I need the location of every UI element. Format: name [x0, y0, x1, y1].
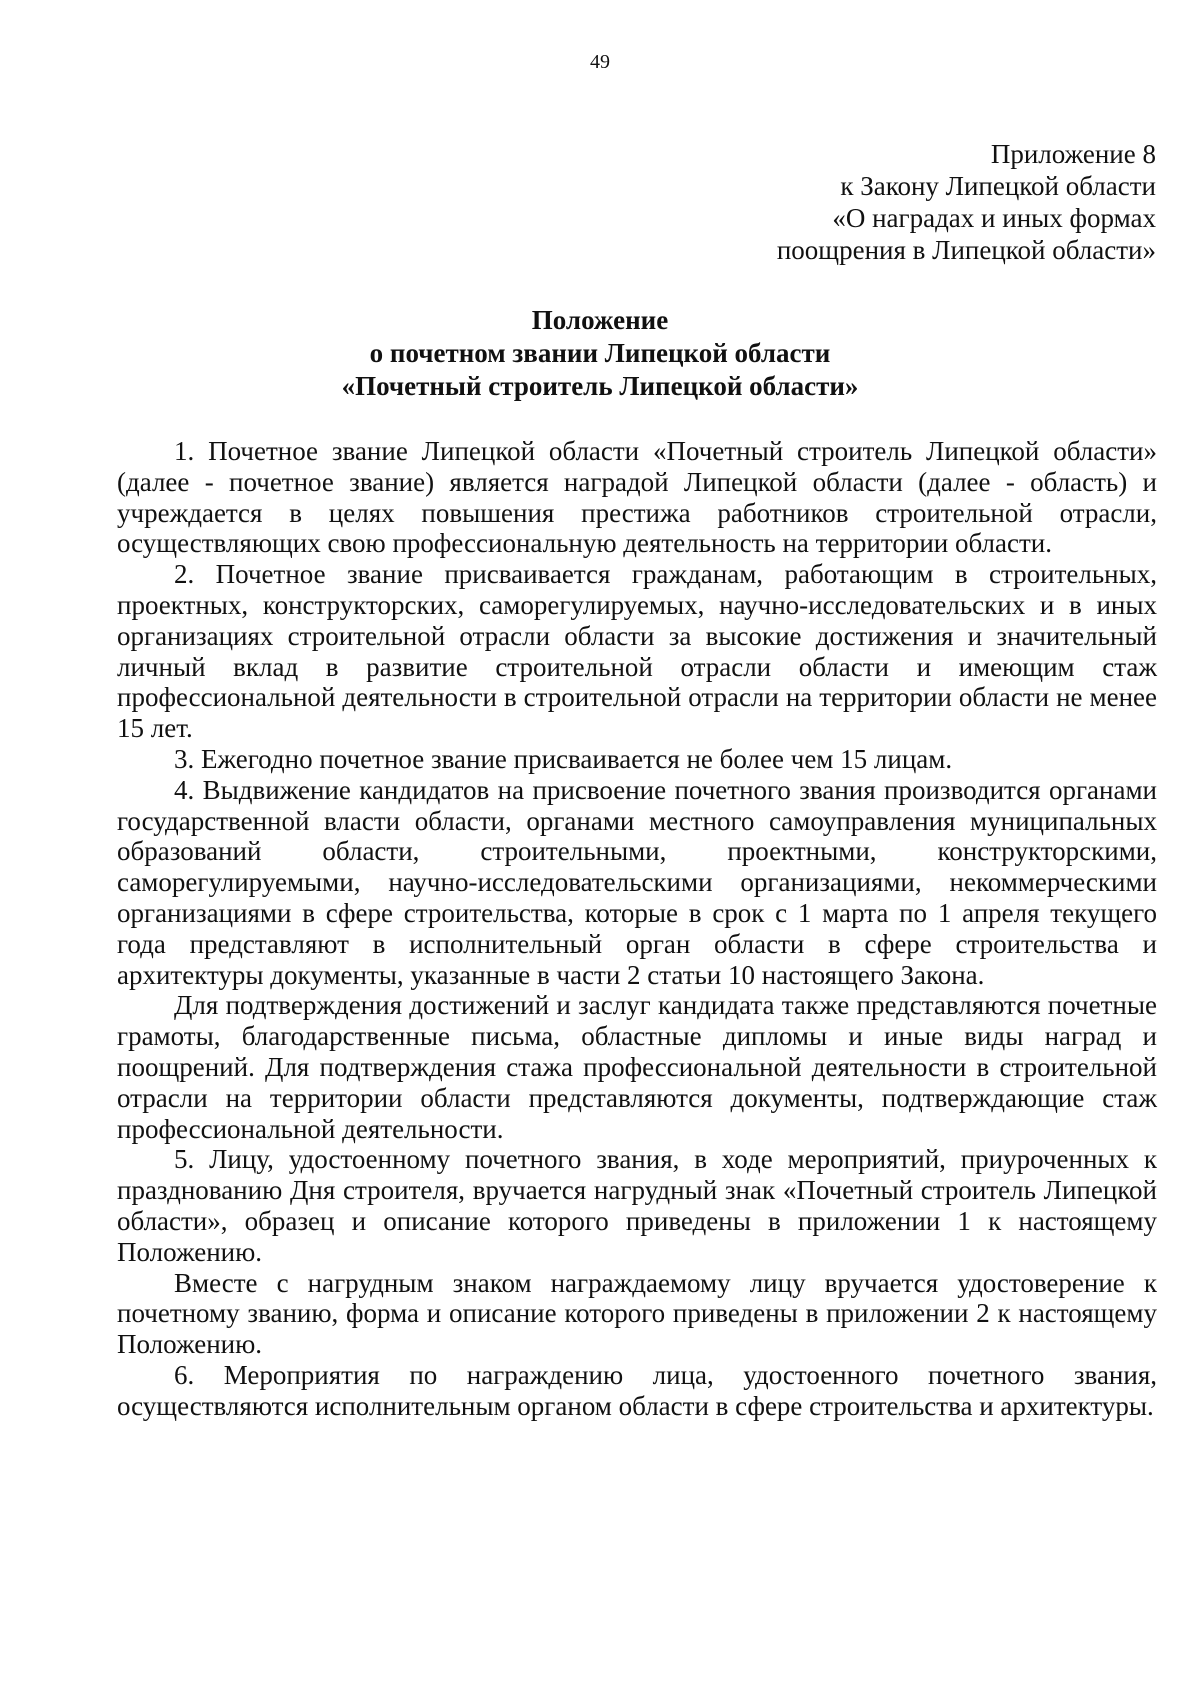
appendix-line: к Закону Липецкой области: [840, 171, 1156, 201]
paragraph-4-continuation: Для подтверждения достижений и заслуг кандидата также представляются почетные грамоты, благодарственные письма, областные дипломы и иные виды наград и поощрений. Для подтверждения стажа профессиональной деятельности в строительной отрасли на территории области представляются документы, подтверждающие стаж профессиональной деятельности.: [117, 990, 1157, 1144]
document-body: [117, 436, 1157, 1422]
title-line: о почетном звании Липецкой области: [369, 338, 831, 368]
page-number: 49: [590, 51, 610, 73]
paragraph-3: 3. Ежегодно почетное звание присваивается не более чем 15 лицам.: [174, 743, 953, 774]
title-line: Положение: [531, 305, 669, 335]
paragraph-1: 1. Почетное звание Липецкой области «Почетный строитель Липецкой области» (далее - почетное звание) является наградой Липецкой области (далее - область) и учреждается в целях повышения престижа работников строительной отрасли, осуществляющих свою профессиональную деятельность на территории области.: [117, 436, 1157, 559]
title-line: «Почетный строитель Липецкой области»: [341, 371, 859, 401]
appendix-line: «О наградах и иных формах: [832, 203, 1156, 233]
paragraph-6: 6. Мероприятия по награждению лица, удостоенного почетного звания, осуществляются исполнительным органом области в сфере строительства и архитектуры.: [117, 1359, 1157, 1421]
paragraph-5: 5. Лицу, удостоенному почетного звания, в ходе мероприятий, приуроченных к празднованию Дня строителя, вручается нагрудный знак «Почетный строитель Липецкой области», образец и описание которого приведены в приложении 1 к настоящему Положению.: [117, 1144, 1157, 1267]
paragraph-2: 2. Почетное звание присваивается гражданам, работающим в строительных, проектных, конструкторских, саморегулируемых, научно-исследовательских и в иных организациях строительной отрасли области за высокие достижения и значительный личный вклад в развитие строительной отрасли области и имеющим стаж профессиональной деятельности в строительной отрасли на территории области не менее 15 лет.: [117, 559, 1157, 744]
document-title: [0, 304, 1200, 403]
appendix-header: [556, 138, 1156, 266]
paragraph-5-continuation: Вместе с нагрудным знаком награждаемому лицу вручается удостоверение к почетному званию, форма и описание которого приведены в приложении 2 к настоящему Положению.: [117, 1267, 1157, 1360]
paragraph-4: 4. Выдвижение кандидатов на присвоение почетного звания производится органами государственной власти области, органами местного самоуправления муниципальных образований области, строительными, проектными, конструкторскими, саморегулируемыми, научно-исследовательскими организациями, некоммерческими организациями в сфере строительства, которые в срок с 1 марта по 1 апреля текущего года представляют в исполнительный орган области в сфере строительства и архитектуры документы, указанные в части 2 статьи 10 настоящего Закона.: [117, 774, 1157, 990]
appendix-line: Приложение 8: [990, 139, 1156, 169]
appendix-line: поощрения в Липецкой области»: [776, 235, 1156, 265]
